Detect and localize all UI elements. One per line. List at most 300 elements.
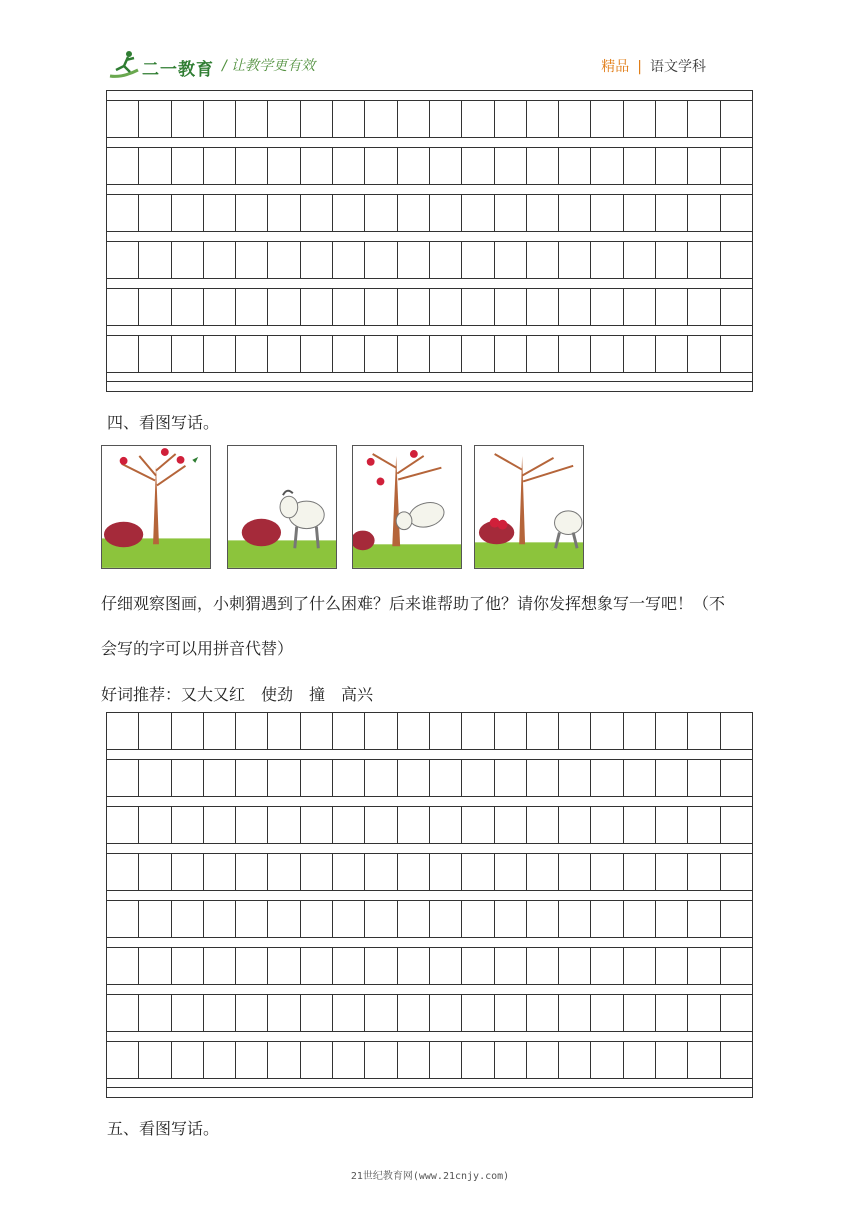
grid-cell[interactable]: [107, 336, 139, 372]
grid-cell[interactable]: [333, 195, 365, 231]
grid-cell[interactable]: [172, 101, 204, 137]
grid-cell[interactable]: [430, 336, 462, 372]
grid-cell[interactable]: [107, 289, 139, 325]
grid-cell[interactable]: [365, 760, 397, 796]
grid-cell[interactable]: [139, 995, 171, 1031]
grid-cell[interactable]: [398, 901, 430, 937]
grid-cell[interactable]: [430, 289, 462, 325]
grid-cell[interactable]: [527, 901, 559, 937]
grid-cell[interactable]: [236, 101, 268, 137]
grid-cell[interactable]: [559, 948, 591, 984]
grid-cell[interactable]: [236, 995, 268, 1031]
grid-cell[interactable]: [268, 148, 300, 184]
grid-cell[interactable]: [591, 1042, 623, 1078]
grid-cell[interactable]: [656, 1042, 688, 1078]
grid-cell[interactable]: [398, 336, 430, 372]
grid-cell[interactable]: [527, 195, 559, 231]
grid-cell[interactable]: [333, 948, 365, 984]
grid-cell[interactable]: [624, 289, 656, 325]
grid-cell[interactable]: [495, 242, 527, 278]
grid-cell[interactable]: [462, 901, 494, 937]
apple-tree-hedgehog-picture: [101, 445, 211, 569]
grid-cell[interactable]: [204, 948, 236, 984]
grid-line-gap: [106, 231, 753, 241]
grid-cell[interactable]: [365, 901, 397, 937]
grid-cell[interactable]: [301, 336, 333, 372]
grid-cell[interactable]: [688, 101, 720, 137]
grid-cell[interactable]: [107, 807, 139, 843]
grid-cell[interactable]: [688, 995, 720, 1031]
grid-cell[interactable]: [688, 242, 720, 278]
grid-cell[interactable]: [656, 336, 688, 372]
grid-cell[interactable]: [430, 760, 462, 796]
grid-cell[interactable]: [462, 195, 494, 231]
grid-cell[interactable]: [656, 289, 688, 325]
grid-cell[interactable]: [139, 336, 171, 372]
brand-name: 二一教育: [142, 60, 214, 80]
grid-cell[interactable]: [236, 148, 268, 184]
grid-cell[interactable]: [721, 948, 752, 984]
grid-cell[interactable]: [495, 195, 527, 231]
grid-cell[interactable]: [204, 336, 236, 372]
grid-cell[interactable]: [301, 242, 333, 278]
grid-cell[interactable]: [527, 760, 559, 796]
grid-cell[interactable]: [268, 807, 300, 843]
grid-cell[interactable]: [268, 854, 300, 890]
grid-cell[interactable]: [721, 1042, 752, 1078]
grid-cell[interactable]: [107, 713, 139, 749]
grid-cell[interactable]: [527, 336, 559, 372]
grid-cell[interactable]: [398, 101, 430, 137]
grid-cell[interactable]: [204, 242, 236, 278]
grid-cell[interactable]: [301, 854, 333, 890]
grid-cell[interactable]: [688, 807, 720, 843]
grid-cell[interactable]: [624, 1042, 656, 1078]
grid-cell[interactable]: [204, 760, 236, 796]
grid-cell[interactable]: [688, 854, 720, 890]
grid-cell[interactable]: [462, 948, 494, 984]
grid-row: [106, 712, 753, 749]
grid-cell[interactable]: [527, 242, 559, 278]
grid-cell[interactable]: [365, 195, 397, 231]
grid-cell[interactable]: [495, 1042, 527, 1078]
grid-cell[interactable]: [204, 101, 236, 137]
grid-cell[interactable]: [268, 195, 300, 231]
hedgehog-with-apples-picture: [474, 445, 584, 569]
grid-cell[interactable]: [624, 195, 656, 231]
grid-cell[interactable]: [591, 854, 623, 890]
grid-cell[interactable]: [527, 854, 559, 890]
grid-cell[interactable]: [107, 760, 139, 796]
grid-cell[interactable]: [139, 713, 171, 749]
grid-cell[interactable]: [301, 101, 333, 137]
grid-cell[interactable]: [559, 148, 591, 184]
grid-cell[interactable]: [559, 807, 591, 843]
grid-cell[interactable]: [301, 760, 333, 796]
grid-cell[interactable]: [236, 289, 268, 325]
grid-cell[interactable]: [139, 101, 171, 137]
grid-cell[interactable]: [365, 289, 397, 325]
grid-cell[interactable]: [398, 195, 430, 231]
grid-cell[interactable]: [688, 713, 720, 749]
grid-cell[interactable]: [495, 901, 527, 937]
grid-cell[interactable]: [462, 148, 494, 184]
grid-cell[interactable]: [721, 289, 752, 325]
grid-cell[interactable]: [656, 101, 688, 137]
grid-cell[interactable]: [236, 948, 268, 984]
grid-cell[interactable]: [462, 1042, 494, 1078]
writing-grid-2[interactable]: [106, 712, 753, 1098]
grid-cell[interactable]: [333, 901, 365, 937]
grid-cell[interactable]: [107, 901, 139, 937]
grid-cell[interactable]: [688, 336, 720, 372]
grid-cell[interactable]: [301, 948, 333, 984]
grid-cell[interactable]: [139, 148, 171, 184]
grid-cell[interactable]: [495, 995, 527, 1031]
grid-cell[interactable]: [721, 336, 752, 372]
grid-cell[interactable]: [333, 1042, 365, 1078]
grid-cell[interactable]: [462, 289, 494, 325]
grid-cell[interactable]: [107, 148, 139, 184]
grid-cell[interactable]: [495, 807, 527, 843]
grid-cell[interactable]: [301, 195, 333, 231]
grid-cell[interactable]: [495, 336, 527, 372]
grid-cell[interactable]: [172, 1042, 204, 1078]
grid-cell[interactable]: [172, 713, 204, 749]
grid-cell[interactable]: [204, 713, 236, 749]
grid-cell[interactable]: [398, 854, 430, 890]
grid-cell[interactable]: [333, 760, 365, 796]
grid-cell[interactable]: [268, 995, 300, 1031]
grid-cell[interactable]: [527, 995, 559, 1031]
grid-cell[interactable]: [268, 101, 300, 137]
grid-cell[interactable]: [559, 242, 591, 278]
grid-line-gap: [106, 90, 753, 100]
grid-cell[interactable]: [268, 242, 300, 278]
grid-cell[interactable]: [721, 101, 752, 137]
grid-cell[interactable]: [430, 807, 462, 843]
grid-cell[interactable]: [204, 1042, 236, 1078]
grid-cell[interactable]: [139, 289, 171, 325]
grid-cell[interactable]: [204, 854, 236, 890]
grid-cell[interactable]: [721, 195, 752, 231]
grid-cell[interactable]: [107, 101, 139, 137]
grid-line-gap: [106, 372, 753, 382]
grid-cell[interactable]: [688, 948, 720, 984]
grid-cell[interactable]: [721, 807, 752, 843]
grid-cell[interactable]: [204, 148, 236, 184]
grid-cell[interactable]: [236, 713, 268, 749]
grid-cell[interactable]: [656, 948, 688, 984]
grid-cell[interactable]: [139, 242, 171, 278]
grid-cell[interactable]: [656, 148, 688, 184]
grid-cell[interactable]: [624, 242, 656, 278]
grid-cell[interactable]: [430, 995, 462, 1031]
grid-cell[interactable]: [172, 242, 204, 278]
grid-cell[interactable]: [365, 807, 397, 843]
grid-cell[interactable]: [591, 948, 623, 984]
grid-cell[interactable]: [656, 807, 688, 843]
grid-cell[interactable]: [139, 1042, 171, 1078]
grid-cell[interactable]: [430, 948, 462, 984]
grid-cell[interactable]: [204, 289, 236, 325]
grid-cell[interactable]: [365, 242, 397, 278]
grid-cell[interactable]: [462, 760, 494, 796]
grid-cell[interactable]: [365, 1042, 397, 1078]
grid-cell[interactable]: [591, 242, 623, 278]
header-right: [601, 56, 706, 76]
grid-cell[interactable]: [236, 807, 268, 843]
grid-cell[interactable]: [301, 148, 333, 184]
grid-cell[interactable]: [591, 195, 623, 231]
grid-cell[interactable]: [301, 901, 333, 937]
grid-cell[interactable]: [236, 760, 268, 796]
grid-cell[interactable]: [624, 760, 656, 796]
grid-cell[interactable]: [365, 854, 397, 890]
grid-cell[interactable]: [236, 242, 268, 278]
grid-cell[interactable]: [172, 995, 204, 1031]
grid-row: [106, 147, 753, 184]
grid-cell[interactable]: [430, 195, 462, 231]
grid-cell[interactable]: [527, 1042, 559, 1078]
grid-cell[interactable]: [624, 995, 656, 1031]
grid-cell[interactable]: [624, 901, 656, 937]
grid-cell[interactable]: [430, 854, 462, 890]
grid-cell[interactable]: [624, 336, 656, 372]
grid-cell[interactable]: [559, 901, 591, 937]
grid-cell[interactable]: [365, 336, 397, 372]
grid-cell[interactable]: [688, 148, 720, 184]
grid-cell[interactable]: [462, 807, 494, 843]
grid-cell[interactable]: [204, 901, 236, 937]
grid-cell[interactable]: [430, 148, 462, 184]
grid-cell[interactable]: [172, 901, 204, 937]
grid-cell[interactable]: [624, 948, 656, 984]
grid-cell[interactable]: [656, 713, 688, 749]
grid-cell[interactable]: [107, 854, 139, 890]
grid-cell[interactable]: [656, 854, 688, 890]
grid-cell[interactable]: [268, 948, 300, 984]
grid-cell[interactable]: [721, 901, 752, 937]
grid-cell[interactable]: [656, 760, 688, 796]
grid-cell[interactable]: [527, 807, 559, 843]
grid-cell[interactable]: [398, 713, 430, 749]
grid-cell[interactable]: [462, 336, 494, 372]
grid-cell[interactable]: [591, 713, 623, 749]
grid-cell[interactable]: [139, 854, 171, 890]
grid-cell[interactable]: [495, 101, 527, 137]
grid-cell[interactable]: [688, 195, 720, 231]
grid-cell[interactable]: [107, 995, 139, 1031]
grid-cell[interactable]: [721, 242, 752, 278]
grid-cell[interactable]: [333, 807, 365, 843]
grid-cell[interactable]: [527, 713, 559, 749]
grid-cell[interactable]: [462, 101, 494, 137]
grid-cell[interactable]: [495, 948, 527, 984]
grid-cell[interactable]: [559, 336, 591, 372]
grid-cell[interactable]: [398, 289, 430, 325]
grid-cell[interactable]: [527, 148, 559, 184]
grid-cell[interactable]: [430, 713, 462, 749]
grid-cell[interactable]: [624, 101, 656, 137]
grid-cell[interactable]: [688, 760, 720, 796]
grid-cell[interactable]: [721, 713, 752, 749]
grid-cell[interactable]: [559, 854, 591, 890]
grid-cell[interactable]: [656, 995, 688, 1031]
grid-cell[interactable]: [204, 195, 236, 231]
grid-cell[interactable]: [268, 1042, 300, 1078]
grid-cell[interactable]: [172, 148, 204, 184]
grid-cell[interactable]: [398, 242, 430, 278]
grid-cell[interactable]: [398, 995, 430, 1031]
grid-cell[interactable]: [172, 948, 204, 984]
grid-cell[interactable]: [172, 195, 204, 231]
grid-cell[interactable]: [559, 1042, 591, 1078]
grid-cell[interactable]: [333, 854, 365, 890]
grid-cell[interactable]: [365, 148, 397, 184]
grid-cell[interactable]: [495, 289, 527, 325]
grid-cell[interactable]: [268, 713, 300, 749]
grid-cell[interactable]: [559, 995, 591, 1031]
grid-cell[interactable]: [591, 289, 623, 325]
grid-cell[interactable]: [688, 1042, 720, 1078]
grid-cell[interactable]: [301, 713, 333, 749]
grid-cell[interactable]: [236, 854, 268, 890]
grid-cell[interactable]: [172, 289, 204, 325]
grid-cell[interactable]: [721, 148, 752, 184]
grid-cell[interactable]: [268, 336, 300, 372]
grid-cell[interactable]: [656, 195, 688, 231]
grid-cell[interactable]: [462, 242, 494, 278]
grid-cell[interactable]: [107, 195, 139, 231]
grid-cell[interactable]: [462, 713, 494, 749]
grid-cell[interactable]: [591, 807, 623, 843]
grid-cell[interactable]: [333, 336, 365, 372]
grid-cell[interactable]: [591, 148, 623, 184]
grid-cell[interactable]: [430, 101, 462, 137]
grid-cell[interactable]: [495, 854, 527, 890]
grid-cell[interactable]: [139, 948, 171, 984]
grid-cell[interactable]: [495, 760, 527, 796]
grid-cell[interactable]: [721, 854, 752, 890]
grid-cell[interactable]: [656, 242, 688, 278]
grid-cell[interactable]: [301, 807, 333, 843]
grid-cell[interactable]: [333, 713, 365, 749]
grid-cell[interactable]: [268, 901, 300, 937]
grid-cell[interactable]: [398, 807, 430, 843]
grid-cell[interactable]: [301, 289, 333, 325]
grid-cell[interactable]: [495, 713, 527, 749]
grid-line-gap: [106, 796, 753, 806]
grid-cell[interactable]: [559, 289, 591, 325]
grid-cell[interactable]: [462, 854, 494, 890]
grid-cell[interactable]: [688, 901, 720, 937]
grid-cell[interactable]: [236, 336, 268, 372]
grid-cell[interactable]: [591, 995, 623, 1031]
grid-cell[interactable]: [333, 289, 365, 325]
grid-cell[interactable]: [495, 148, 527, 184]
grid-cell[interactable]: [107, 1042, 139, 1078]
grid-cell[interactable]: [139, 760, 171, 796]
grid-cell[interactable]: [721, 760, 752, 796]
writing-grid-1[interactable]: [106, 90, 753, 392]
grid-cell[interactable]: [559, 713, 591, 749]
grid-cell[interactable]: [139, 807, 171, 843]
grid-cell[interactable]: [365, 101, 397, 137]
grid-row: [106, 853, 753, 890]
grid-cell[interactable]: [462, 995, 494, 1031]
grid-cell[interactable]: [430, 1042, 462, 1078]
grid-cell[interactable]: [398, 1042, 430, 1078]
grid-cell[interactable]: [301, 995, 333, 1031]
grid-cell[interactable]: [656, 901, 688, 937]
grid-cell[interactable]: [139, 901, 171, 937]
grid-cell[interactable]: [624, 807, 656, 843]
grid-line-gap: [106, 1031, 753, 1041]
grid-cell[interactable]: [430, 242, 462, 278]
grid-cell[interactable]: [172, 807, 204, 843]
grid-cell[interactable]: [624, 713, 656, 749]
grid-cell[interactable]: [398, 760, 430, 796]
grid-cell[interactable]: [204, 995, 236, 1031]
grid-cell[interactable]: [268, 760, 300, 796]
grid-cell[interactable]: [559, 195, 591, 231]
grid-cell[interactable]: [172, 336, 204, 372]
grid-line-gap: [106, 382, 753, 392]
grid-cell[interactable]: [139, 195, 171, 231]
grid-cell[interactable]: [624, 148, 656, 184]
grid-cell[interactable]: [527, 948, 559, 984]
grid-cell[interactable]: [333, 101, 365, 137]
grid-cell[interactable]: [559, 760, 591, 796]
grid-cell[interactable]: [591, 101, 623, 137]
grid-cell[interactable]: [365, 995, 397, 1031]
grid-cell[interactable]: [365, 948, 397, 984]
grid-cell[interactable]: [398, 948, 430, 984]
grid-cell[interactable]: [204, 807, 236, 843]
grid-cell[interactable]: [301, 1042, 333, 1078]
grid-cell[interactable]: [268, 289, 300, 325]
grid-cell[interactable]: [333, 995, 365, 1031]
grid-cell[interactable]: [333, 148, 365, 184]
grid-row: [106, 947, 753, 984]
grid-cell[interactable]: [688, 289, 720, 325]
grid-cell[interactable]: [591, 336, 623, 372]
grid-cell[interactable]: [172, 854, 204, 890]
grid-cell[interactable]: [624, 854, 656, 890]
grid-cell[interactable]: [172, 760, 204, 796]
grid-cell[interactable]: [107, 948, 139, 984]
grid-cell[interactable]: [527, 289, 559, 325]
grid-cell[interactable]: [398, 148, 430, 184]
section-four-instruction-cont: 会写的字可以用拼音代替）: [101, 639, 294, 658]
grid-cell[interactable]: [333, 242, 365, 278]
grid-cell[interactable]: [107, 242, 139, 278]
grid-cell[interactable]: [721, 995, 752, 1031]
grid-cell[interactable]: [559, 101, 591, 137]
grid-row: [106, 994, 753, 1031]
grid-cell[interactable]: [236, 1042, 268, 1078]
grid-cell[interactable]: [591, 760, 623, 796]
grid-cell[interactable]: [236, 195, 268, 231]
grid-cell[interactable]: [527, 101, 559, 137]
grid-cell[interactable]: [591, 901, 623, 937]
grid-cell[interactable]: [430, 901, 462, 937]
grid-row: [106, 900, 753, 937]
grid-cell[interactable]: [236, 901, 268, 937]
grid-cell[interactable]: [365, 713, 397, 749]
grid-row: [106, 288, 753, 325]
